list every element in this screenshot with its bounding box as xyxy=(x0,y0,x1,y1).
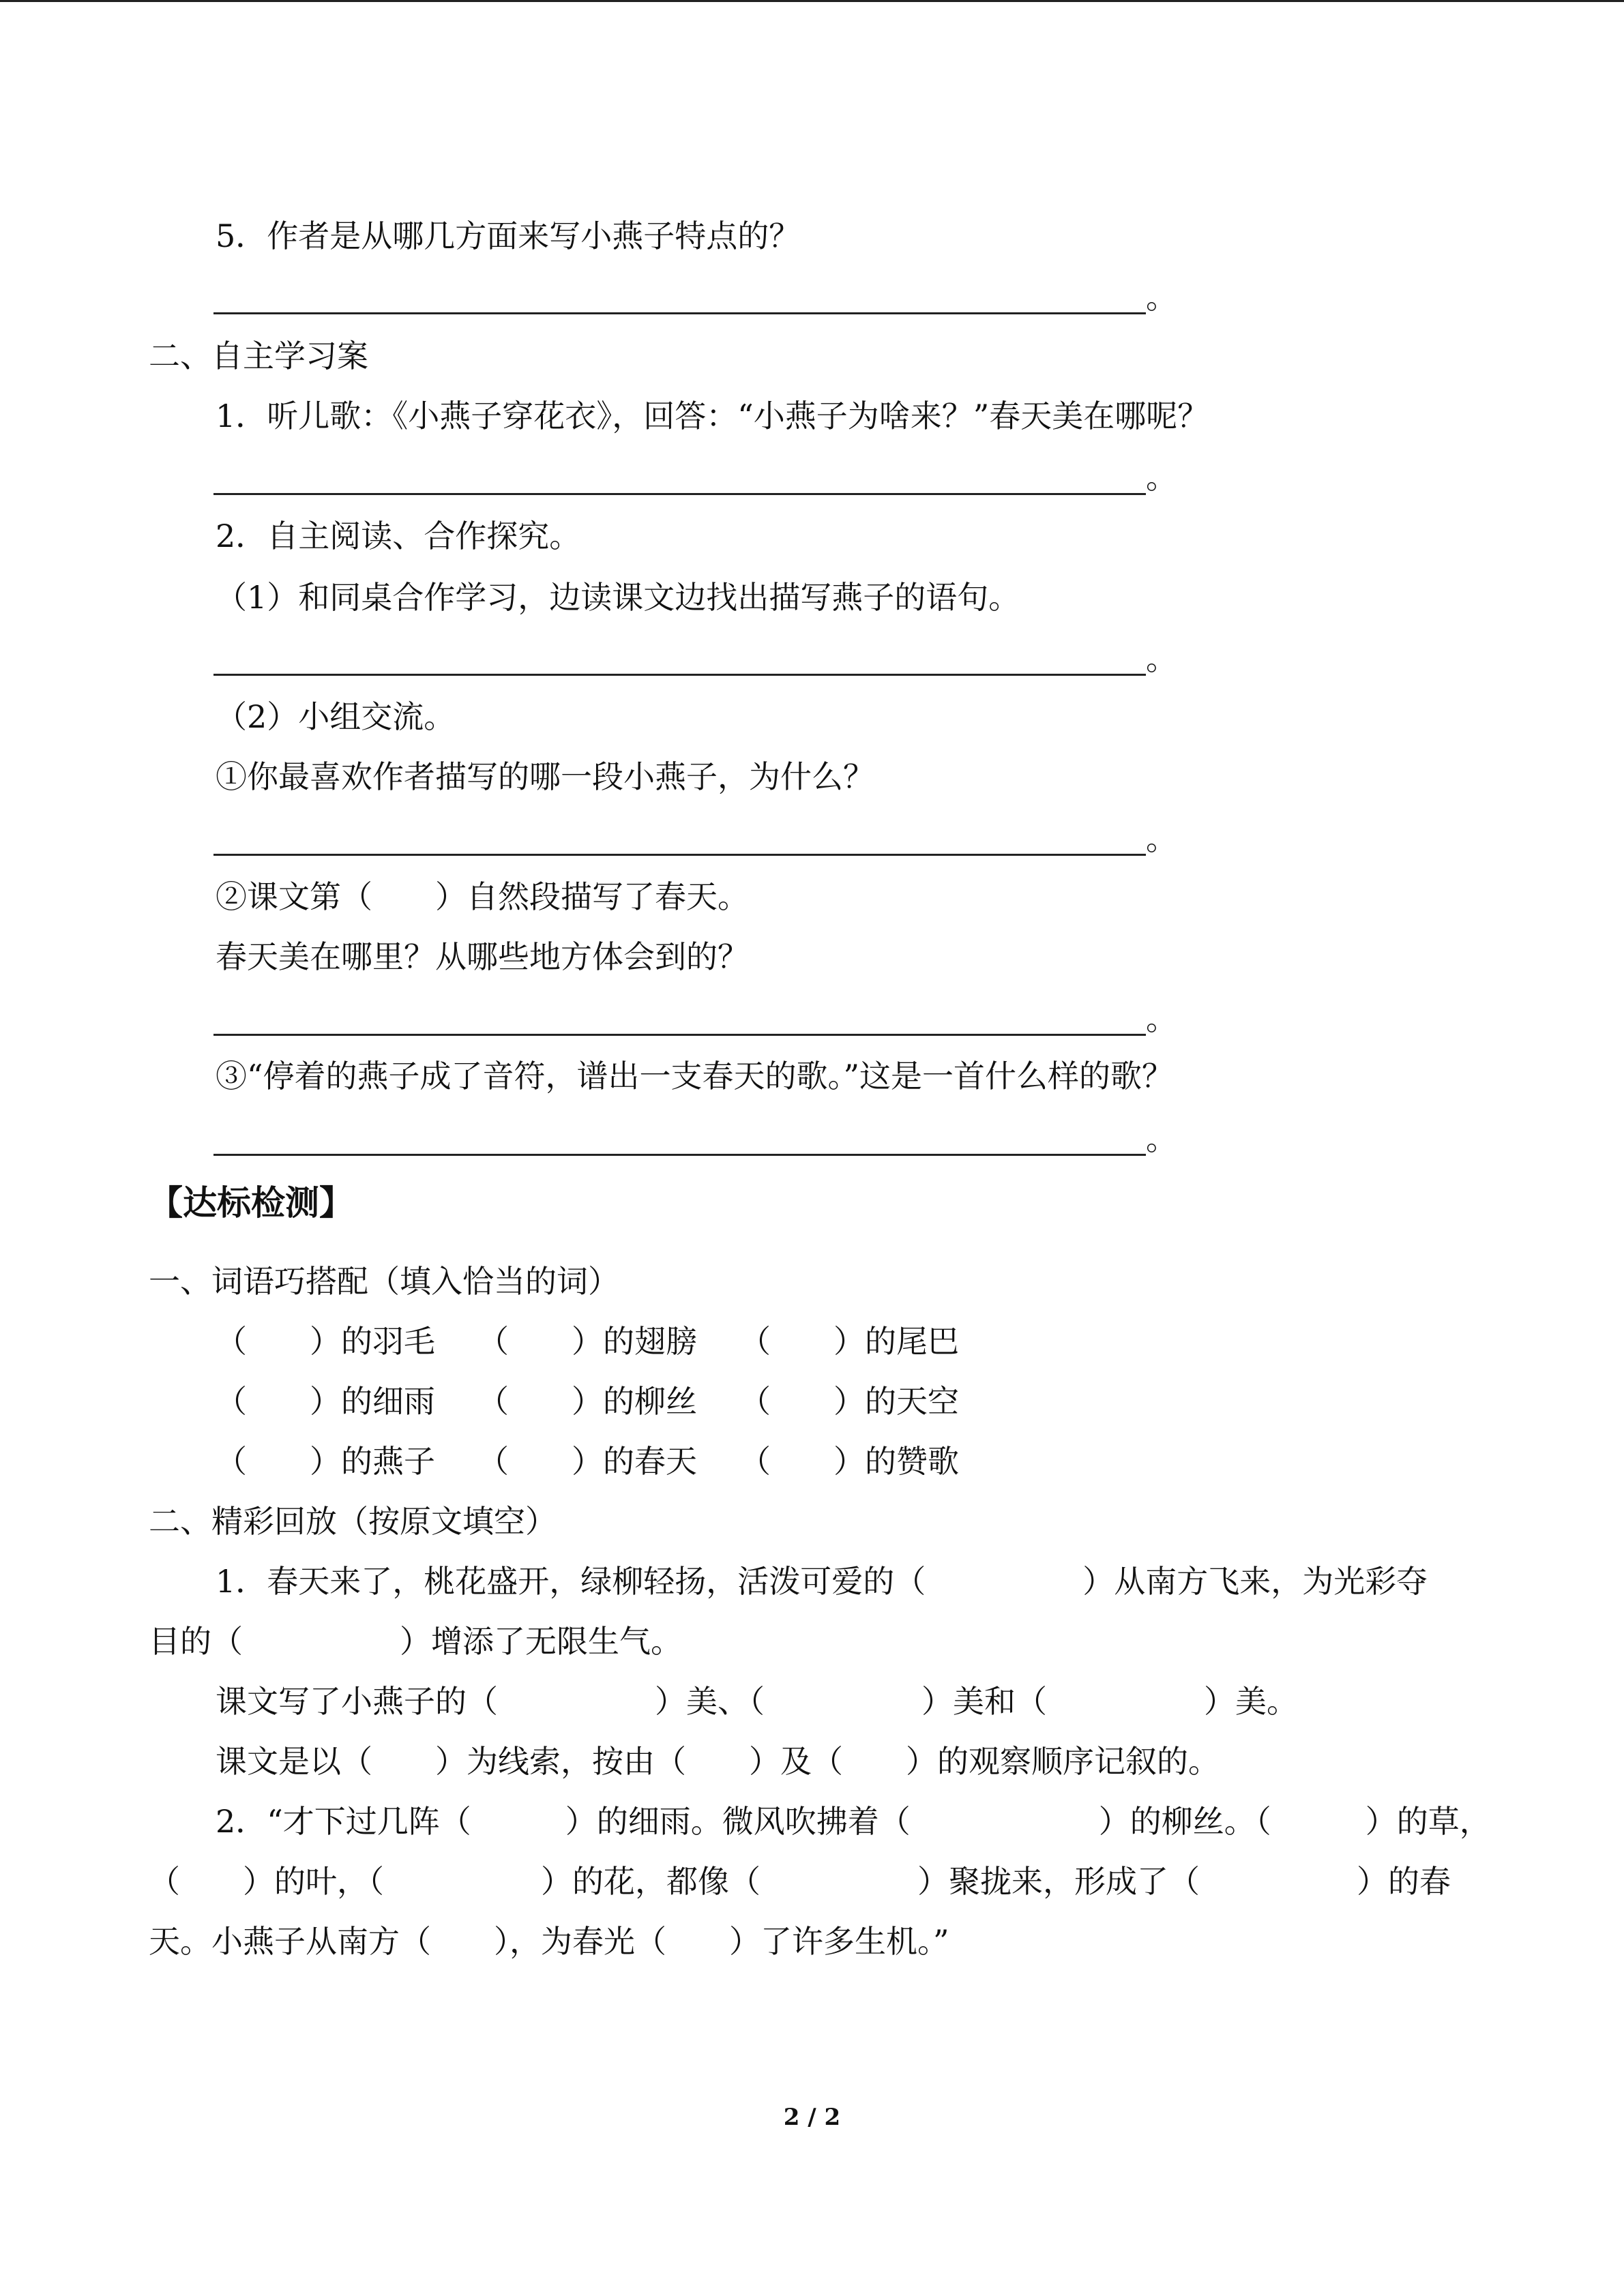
self-study-q2-2b: ②课文第（ ）自然段描写了春天。 xyxy=(216,878,749,915)
answer-line-end: 。 xyxy=(1146,1120,1177,1157)
word-item: （ ）的燕子 xyxy=(216,1443,435,1480)
page-number: 2 / 2 xyxy=(783,2104,841,2131)
check-part2-title: 二、精彩回放（按原文填空） xyxy=(149,1503,557,1540)
word-item: （ ）的天空 xyxy=(739,1383,959,1420)
word-item: （ ）的翅膀 xyxy=(477,1323,697,1360)
recall-1-line-4: 课文是以（ ）为线索，按由（ ）及（ ）的观察顺序记叙的。 xyxy=(216,1743,1220,1780)
word-item: （ ）的羽毛 xyxy=(216,1323,435,1360)
self-study-q2-2c: ③“停着的燕子成了音符，谱出一支春天的歌。”这是一首什么样的歌？ xyxy=(216,1058,1174,1094)
self-study-q1: 1．听儿歌：《小燕子穿花衣》，回答：“小燕子为啥来？”春天美在哪呢？ xyxy=(216,398,1209,434)
answer-line-end: 。 xyxy=(1146,820,1177,857)
recall-2-line-3: 天。小燕子从南方（ ），为春光（ ）了许多生机。” xyxy=(149,1923,949,1960)
check-heading: 【达标检测】 xyxy=(149,1183,353,1223)
page-top-border xyxy=(0,0,1624,2)
word-item: （ ）的柳丝 xyxy=(477,1383,697,1420)
word-item: （ ）的细雨 xyxy=(216,1383,435,1420)
question-5: 5．作者是从哪几方面来写小燕子特点的？ xyxy=(216,218,801,254)
answer-line-q2-1[interactable] xyxy=(213,674,1146,676)
recall-2-line-2: （ ）的叶，（ ）的花，都像（ ）聚拢来，形成了（ ）的春 xyxy=(149,1863,1451,1900)
self-study-q2-2b-follow: 春天美在哪里？从哪些地方体会到的？ xyxy=(216,938,749,975)
word-item: （ ）的春天 xyxy=(477,1443,697,1480)
recall-1-line-2: 目的（ ）增添了无限生气。 xyxy=(149,1623,682,1660)
answer-line-end: 。 xyxy=(1146,279,1177,316)
answer-line-q1[interactable] xyxy=(213,493,1146,495)
word-item: （ ）的尾巴 xyxy=(739,1323,959,1360)
recall-1-line-1: 1．春天来了，桃花盛开，绿柳轻扬，活泼可爱的（ ）从南方飞来，为光彩夺 xyxy=(216,1563,1428,1600)
recall-2-line-1: 2．“才下过几阵（ ）的细雨。微风吹拂着（ ）的柳丝。（ ）的草， xyxy=(216,1803,1491,1840)
answer-line-q2-2c[interactable] xyxy=(213,1154,1146,1156)
word-item: （ ）的赞歌 xyxy=(739,1443,959,1480)
answer-line-end: 。 xyxy=(1146,459,1177,496)
self-study-q2-2a: ①你最喜欢作者描写的哪一段小燕子，为什么？ xyxy=(216,758,874,795)
self-study-q2-2: （2）小组交流。 xyxy=(216,698,456,735)
answer-line-end: 。 xyxy=(1146,1000,1177,1037)
answer-line-end: 。 xyxy=(1146,640,1177,677)
answer-line-q2-2a[interactable] xyxy=(213,854,1146,856)
check-part1-title: 一、词语巧搭配（填入恰当的词） xyxy=(149,1263,619,1300)
self-study-q2: 2．自主阅读、合作探究。 xyxy=(216,518,581,554)
recall-1-line-3: 课文写了小燕子的（ ）美、（ ）美和（ ）美。 xyxy=(216,1683,1298,1720)
section-self-study-title: 二、自主学习案 xyxy=(149,338,368,374)
answer-line-q5[interactable] xyxy=(213,312,1146,314)
answer-line-q2-2b[interactable] xyxy=(213,1034,1146,1036)
self-study-q2-1: （1）和同桌合作学习，边读课文边找出描写燕子的语句。 xyxy=(216,579,1020,616)
